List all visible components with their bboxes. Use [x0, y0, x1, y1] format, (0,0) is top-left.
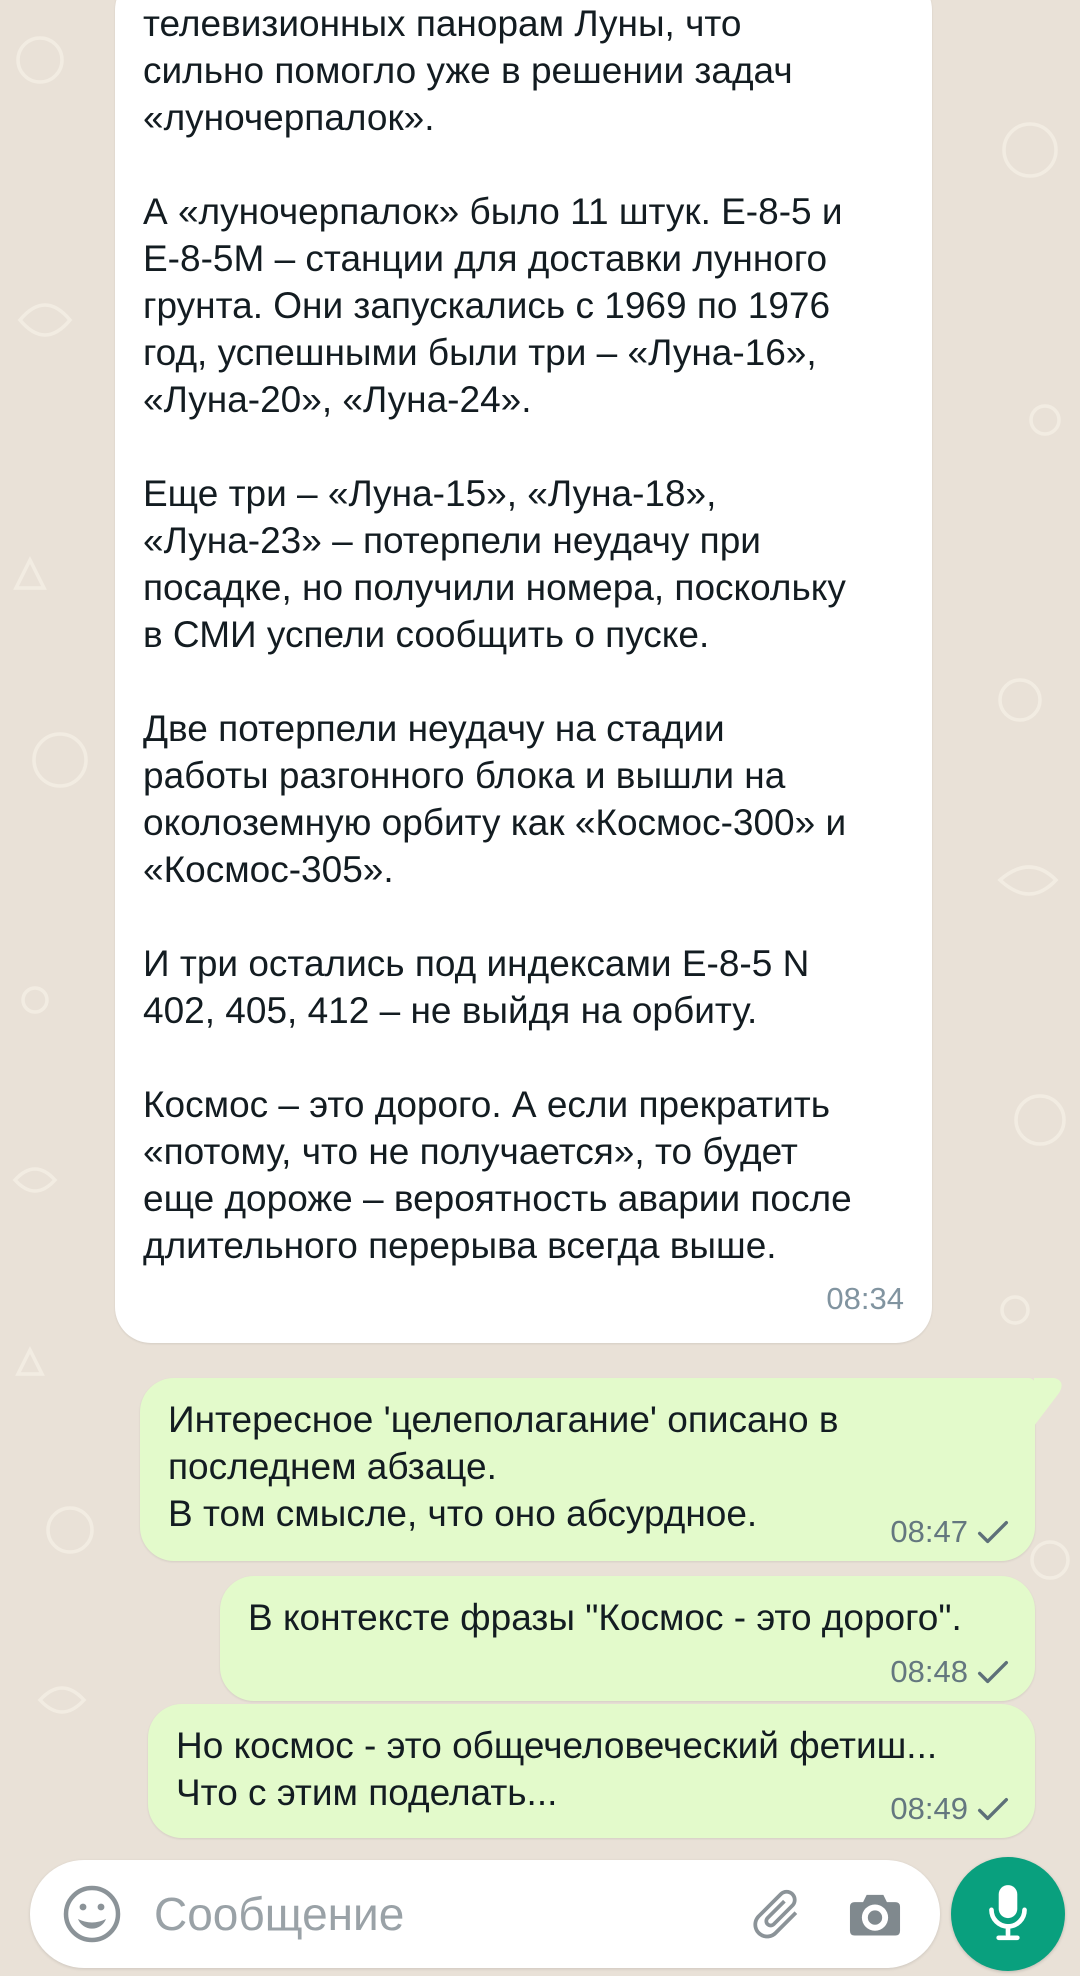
- outgoing-message-time: 08:48: [890, 1654, 968, 1689]
- message-meta: [890, 1655, 1009, 1689]
- outgoing-message-bubble-2[interactable]: [220, 1576, 1035, 1701]
- outgoing-message-bubble-1[interactable]: [140, 1378, 1035, 1561]
- paperclip-icon[interactable]: [746, 1884, 806, 1944]
- sent-check-icon: [977, 1660, 1009, 1685]
- outgoing-message-text: Но космос - это общечеловеческий фетиш... Что с этим поделать...: [176, 1725, 938, 1813]
- voice-record-button[interactable]: [951, 1857, 1065, 1971]
- incoming-message-text: телевизионных панорам Луны, что сильно помогло уже в решении задач «луночерпалок». А «луночерпалок» было 11 штук. Е-8-5 и Е-8-5М – станции для доставки лунного грунта. Они запускались с 1969 по 1976 год, успешными были три – «Луна-16», «Луна-20», «Луна-24». Еще три – «Луна-15», «Луна-18», «Луна-23» – потерпели неудачу при посадке, но получили номера, поскольку в СМИ успели сообщить о пуске. Две потерпели неудачу на стадии работы разгонного блока и вышли на околоземную орбиту как «Космос-300» и «Космос-305». И три остались под индексами Е-8-5 N 402, 405, 412 – не выйдя на орбиту. Космос – это дорого. А если прекратить «потому, что не получается», то будет еще дороже – вероятность аварии после длительного перерыва всегда выше.: [143, 3, 852, 1266]
- outgoing-message-text: Интересное 'целеполагание' описано в последнем абзаце. В том смысле, что оно абсурдное.: [168, 1399, 839, 1534]
- sent-check-icon: [977, 1520, 1009, 1545]
- outgoing-message-time: 08:47: [890, 1514, 968, 1549]
- outgoing-message-time: 08:49: [890, 1791, 968, 1826]
- camera-icon[interactable]: [844, 1883, 906, 1945]
- outgoing-message-bubble-3[interactable]: [148, 1704, 1035, 1838]
- message-input[interactable]: [152, 1886, 746, 1942]
- message-composer: [0, 1850, 1080, 1976]
- outgoing-message-text: В контексте фразы "Космос - это дорого".: [248, 1597, 962, 1638]
- incoming-message-time: 08:34: [826, 1281, 904, 1316]
- message-input-bar[interactable]: [30, 1860, 940, 1968]
- bubble-tail: [1034, 1378, 1066, 1428]
- emoji-icon[interactable]: [60, 1882, 124, 1946]
- message-meta: [890, 1792, 1009, 1826]
- incoming-message-bubble[interactable]: [115, 0, 932, 1343]
- sent-check-icon: [977, 1797, 1009, 1822]
- microphone-icon: [983, 1883, 1033, 1945]
- message-meta: [890, 1515, 1009, 1549]
